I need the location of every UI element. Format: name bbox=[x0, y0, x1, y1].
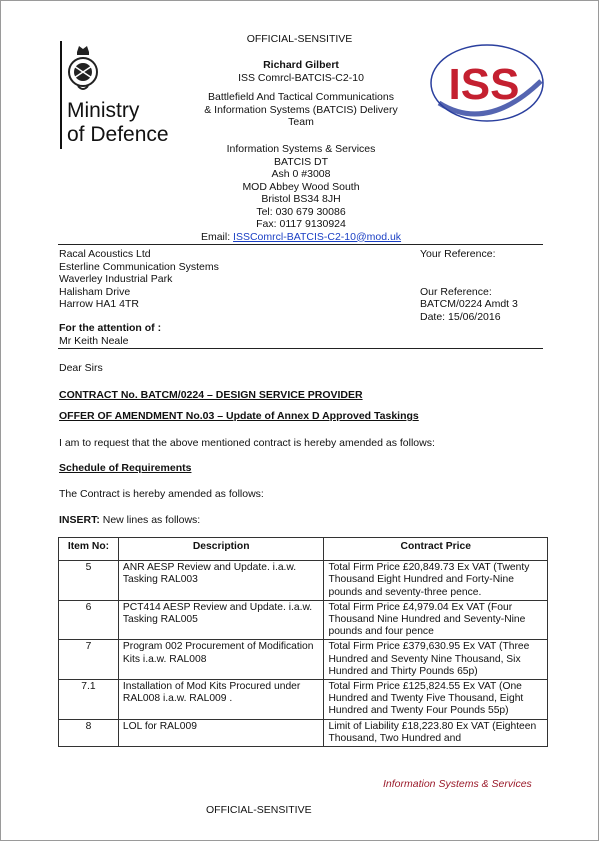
item-number: 7 bbox=[59, 640, 119, 680]
item-price: Limit of Liability £18,223.80 Ex VAT (Eighteen Thousand, Two Hundred and bbox=[324, 719, 548, 746]
iss-logo-text: ISS bbox=[448, 60, 520, 109]
insert-text: New lines as follows: bbox=[99, 514, 201, 526]
table-header-row bbox=[59, 538, 548, 561]
recipient-line: Harrow HA1 4TR bbox=[59, 298, 139, 310]
recipient-line: Esterline Communication Systems bbox=[59, 260, 219, 273]
address-line: Fax: 0117 9130924 bbox=[256, 218, 346, 230]
address-line: Tel: 030 679 30086 bbox=[256, 205, 346, 218]
attention-block bbox=[59, 322, 359, 347]
team-line: & Information Systems (BATCIS) Delivery bbox=[204, 103, 398, 116]
table-row bbox=[59, 640, 548, 680]
column-header-price: Contract Price bbox=[324, 538, 548, 561]
requirements-table bbox=[58, 537, 548, 747]
column-header-description: Description bbox=[118, 538, 324, 561]
email-line bbox=[171, 231, 431, 244]
address-line: Bristol BS34 8JH bbox=[261, 193, 341, 205]
address-line: Ash 0 #3008 bbox=[271, 168, 331, 180]
request-text: I am to request that the above mentioned contract is hereby amended as follows: bbox=[59, 437, 435, 449]
our-reference-label: Our Reference: bbox=[420, 285, 492, 298]
our-reference: BATCM/0224 Amdt 3 bbox=[420, 298, 518, 310]
table-row bbox=[59, 680, 548, 720]
insert-line bbox=[59, 514, 200, 527]
sender-post: ISS Comrcl-BATCIS-C2-10 bbox=[238, 71, 364, 84]
attention-label: For the attention of : bbox=[59, 322, 162, 334]
recipient-line: Halisham Drive bbox=[59, 285, 131, 298]
column-header-item: Item No: bbox=[59, 538, 119, 561]
item-description: LOL for RAL009 bbox=[118, 719, 324, 746]
item-number: 7.1 bbox=[59, 680, 119, 720]
team-block bbox=[171, 91, 431, 129]
header-divider bbox=[58, 244, 543, 245]
email-label: Email: bbox=[200, 230, 234, 243]
address-line: MOD Abbey Wood South bbox=[242, 180, 360, 193]
email-link[interactable]: ISSComrcl-BATCIS-C2-10@mod.uk bbox=[233, 230, 402, 243]
references-block bbox=[420, 248, 570, 323]
amended-text: The Contract is hereby amended as follows: bbox=[59, 488, 264, 500]
item-price: Total Firm Price £20,849.73 Ex VAT (Twenty Thousand Eight Hundred and Forty-Nine pounds and seventy-three pence. bbox=[324, 561, 548, 601]
recipient-line: Racal Acoustics Ltd bbox=[59, 248, 151, 260]
item-description: PCT414 AESP Review and Update. i.a.w. Tasking RAL005 bbox=[118, 600, 324, 640]
item-description: ANR AESP Review and Update. i.a.w. Tasking RAL003 bbox=[118, 561, 324, 601]
recipient-address bbox=[59, 248, 299, 311]
sender-name: Richard Gilbert bbox=[263, 59, 339, 71]
team-line: Battlefield And Tactical Communications bbox=[208, 91, 394, 103]
letter-date: Date: 15/06/2016 bbox=[420, 310, 501, 323]
item-price: Total Firm Price £125,824.55 Ex VAT (One Hundred and Twenty Five Thousand, Eight Hundred and Twenty Four Pounds 55p) bbox=[324, 680, 548, 720]
recipient-line: Waverley Industrial Park bbox=[59, 273, 173, 285]
iss-logo bbox=[429, 41, 549, 125]
salutation: Dear Sirs bbox=[59, 362, 103, 374]
classification-top: OFFICIAL-SENSITIVE bbox=[246, 33, 353, 45]
address-block bbox=[171, 143, 431, 243]
classification-bottom: OFFICIAL-SENSITIVE bbox=[206, 804, 312, 816]
mod-crest-icon bbox=[66, 43, 100, 93]
offer-heading: OFFER OF AMENDMENT No.03 – Update of Annex D Approved Taskings bbox=[59, 410, 419, 422]
item-number: 8 bbox=[59, 719, 119, 746]
insert-label: INSERT: bbox=[59, 514, 100, 526]
item-number: 5 bbox=[59, 561, 119, 601]
item-description: Installation of Mod Kits Procured under RAL008 i.a.w. RAL009 . bbox=[118, 680, 324, 720]
table-row bbox=[59, 600, 548, 640]
attention-divider bbox=[58, 348, 543, 349]
contract-heading: CONTRACT No. BATCM/0224 – DESIGN SERVICE PROVIDER bbox=[59, 389, 363, 401]
item-number: 6 bbox=[59, 600, 119, 640]
mod-logo-text bbox=[67, 99, 169, 147]
your-reference: Your Reference: bbox=[420, 248, 496, 260]
mod-logo-line2: of Defence bbox=[67, 123, 169, 146]
address-line: BATCIS DT bbox=[273, 155, 329, 168]
mod-logo-bar bbox=[60, 41, 62, 149]
item-price: Total Firm Price £379,630.95 Ex VAT (Three Hundred and Seventy Nine Thousand, Six Hundred and Thirty Pounds 65p) bbox=[324, 640, 548, 680]
sender-block bbox=[171, 59, 431, 84]
schedule-heading: Schedule of Requirements bbox=[59, 462, 192, 474]
item-price: Total Firm Price £4,979.04 Ex VAT (Four Thousand Nine Hundred and Seventy-Nine pounds and four pence bbox=[324, 600, 548, 640]
team-line: Team bbox=[288, 116, 314, 128]
attention-name: Mr Keith Neale bbox=[59, 334, 129, 347]
table-row bbox=[59, 719, 548, 746]
mod-logo-line1: Ministry bbox=[67, 99, 140, 122]
address-line: Information Systems & Services bbox=[226, 143, 376, 155]
item-description: Program 002 Procurement of Modification Kits i.a.w. RAL008 bbox=[118, 640, 324, 680]
footer-iss-text: Information Systems & Services bbox=[383, 778, 532, 790]
table-row bbox=[59, 561, 548, 601]
